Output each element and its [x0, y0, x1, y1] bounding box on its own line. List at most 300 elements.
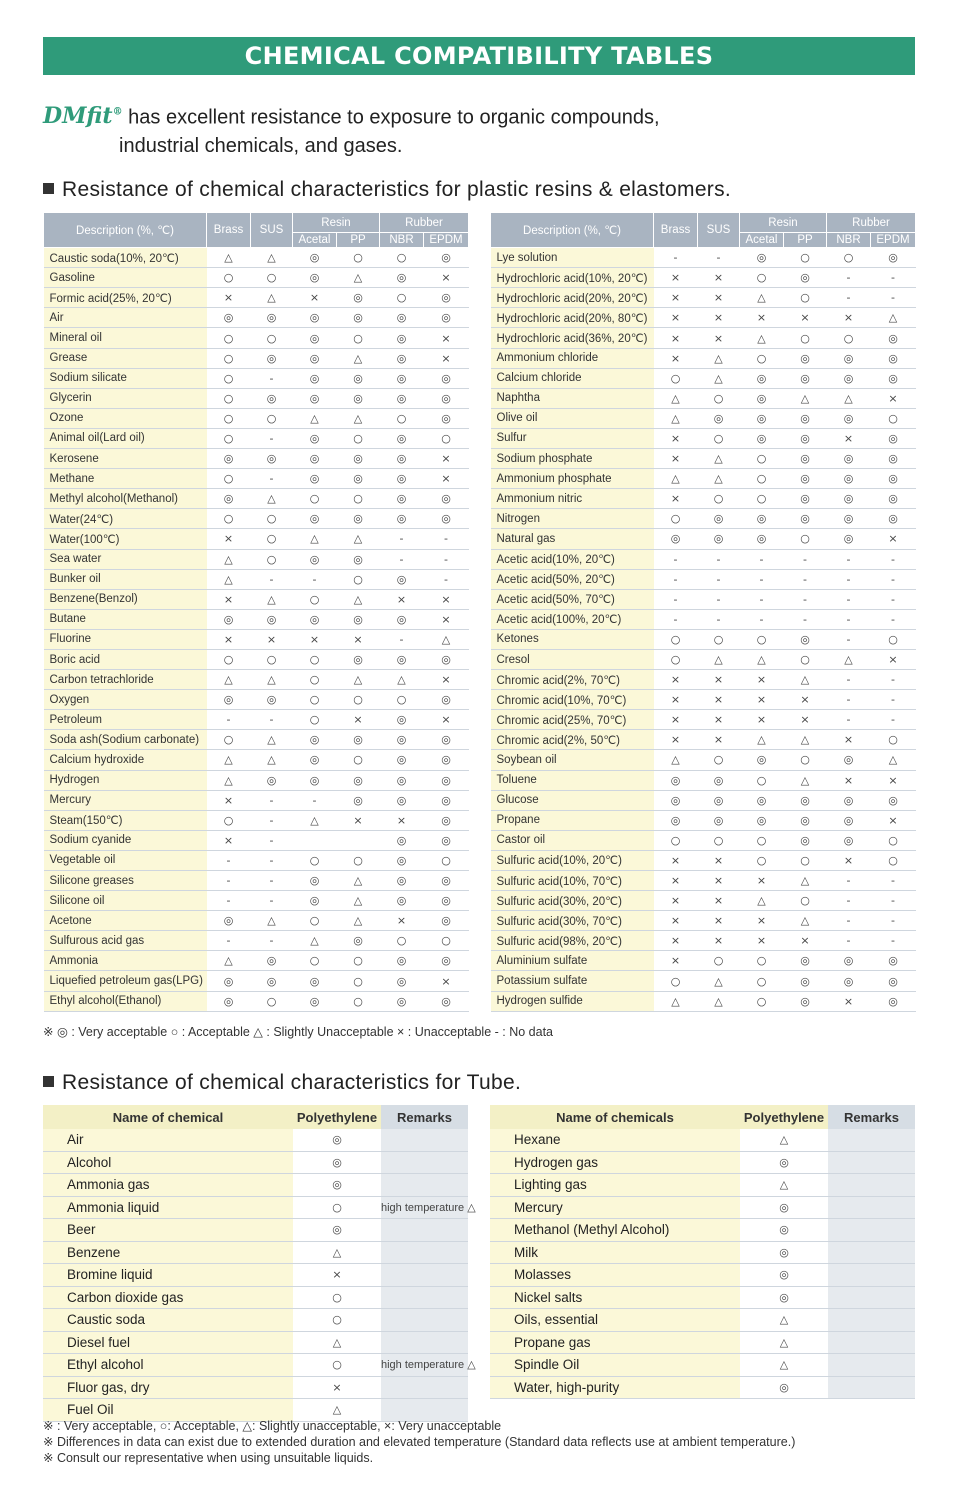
rating-cell: ○ — [654, 830, 698, 850]
col-nbr: NBR — [380, 233, 424, 248]
table-row — [44, 609, 469, 629]
table-row — [490, 1151, 915, 1174]
rating-cell: - — [827, 891, 871, 911]
rating-cell: ○ — [740, 770, 784, 790]
remarks-cell — [381, 1264, 468, 1287]
rating-cell: ◎ — [424, 911, 469, 931]
intro-line-2: industrial chemicals, and gases. — [119, 135, 403, 158]
rating-cell: ○ — [207, 428, 251, 448]
rating-cell: ○ — [251, 549, 293, 569]
rating-cell: ◎ — [293, 469, 337, 489]
table-row — [44, 750, 469, 770]
table-row — [44, 891, 469, 911]
rating-cell — [337, 830, 380, 850]
rating-cell: ◎ — [380, 891, 424, 911]
rating-cell: ◎ — [424, 770, 469, 790]
table-row — [491, 489, 916, 509]
col-brass: Brass — [654, 213, 698, 248]
rating-cell: ◎ — [740, 388, 784, 408]
rating-cell: × — [654, 348, 698, 368]
chemical-name: Oils, essential — [490, 1309, 740, 1332]
rating-cell: × — [740, 931, 784, 951]
rating-cell: ○ — [698, 830, 740, 850]
rating-cell: ○ — [380, 248, 424, 268]
rating-cell: ◎ — [251, 449, 293, 469]
rating-cell: × — [784, 690, 827, 710]
rating-cell: △ — [698, 368, 740, 388]
table-row — [491, 308, 916, 328]
rating-cell: ○ — [784, 248, 827, 268]
table-row — [44, 810, 469, 830]
chemical-name: Steam(150℃) — [44, 810, 207, 830]
rating-cell: - — [251, 569, 293, 589]
rating-cell: ○ — [293, 589, 337, 609]
rating-cell: × — [380, 810, 424, 830]
rating-cell: ◎ — [654, 790, 698, 810]
rating-cell: - — [207, 710, 251, 730]
rating-cell: △ — [337, 268, 380, 288]
rating-cell: △ — [337, 589, 380, 609]
rating-cell: - — [654, 589, 698, 609]
chemical-name: Gasoline — [44, 268, 207, 288]
rating-cell: ◎ — [784, 469, 827, 489]
rating-cell: △ — [337, 871, 380, 891]
chemical-name: Naphtha — [491, 388, 654, 408]
table-row — [43, 1286, 468, 1309]
rating-cell: ◎ — [424, 248, 469, 268]
table-row — [491, 850, 916, 870]
col-sus: SUS — [251, 213, 293, 248]
remarks-cell — [828, 1219, 915, 1242]
rating-cell: - — [424, 549, 469, 569]
chemical-name: Hydrochloric acid(20%, 80℃) — [491, 308, 654, 328]
rating-cell: ◎ — [251, 308, 293, 328]
rating-cell: △ — [251, 489, 293, 509]
rating-cell: △ — [251, 750, 293, 770]
rating-cell: ◎ — [380, 951, 424, 971]
rating-cell: - — [871, 931, 916, 951]
rating-cell: ◎ — [293, 609, 337, 629]
rating-cell: △ — [784, 770, 827, 790]
chemical-name: Boric acid — [44, 649, 207, 669]
rating-cell: - — [251, 850, 293, 870]
rating-cell: △ — [293, 810, 337, 830]
chemical-name: Castor oil — [491, 830, 654, 850]
rating-cell: ◎ — [380, 388, 424, 408]
chemical-name: Hydrogen — [44, 770, 207, 790]
rating-cell: - — [654, 569, 698, 589]
rating-cell: ○ — [740, 971, 784, 991]
rating-cell: △ — [207, 569, 251, 589]
rating-cell: ◎ — [698, 529, 740, 549]
rating-cell: - — [827, 288, 871, 308]
table-row — [43, 1196, 468, 1219]
chemical-name: Sulfuric acid(10%, 20℃) — [491, 850, 654, 870]
rating-cell: ○ — [251, 649, 293, 669]
col-remarks: Remarks — [381, 1105, 468, 1129]
rating-cell: ○ — [740, 489, 784, 509]
table-row — [490, 1354, 915, 1377]
rating-cell: - — [251, 428, 293, 448]
rating-cell: ◎ — [740, 790, 784, 810]
table-row — [490, 1376, 915, 1399]
chemical-name: Ammonium nitric — [491, 489, 654, 509]
rating-cell: ○ — [740, 469, 784, 489]
chemical-name: Hexane — [490, 1129, 740, 1151]
chemical-name: Nickel salts — [490, 1286, 740, 1309]
rating-cell: ○ — [871, 830, 916, 850]
table-row — [44, 388, 469, 408]
rating-cell: ◎ — [827, 408, 871, 428]
intro-line-1: has excellent resistance to exposure to organic compounds, — [128, 106, 660, 129]
chemical-name: Acetic acid(100%, 20℃) — [491, 609, 654, 629]
rating-cell: - — [871, 891, 916, 911]
rating-cell: ○ — [698, 428, 740, 448]
rating-cell: × — [871, 649, 916, 669]
rating-cell: ◎ — [424, 408, 469, 428]
rating-cell: ◎ — [293, 730, 337, 750]
rating-cell: ◎ — [698, 509, 740, 529]
chemical-name: Sulfuric acid(98%, 20℃) — [491, 931, 654, 951]
chemical-name: Sodium silicate — [44, 368, 207, 388]
rating-cell: - — [293, 569, 337, 589]
rating-cell: × — [827, 308, 871, 328]
rating-cell: ○ — [207, 388, 251, 408]
rating-cell: - — [251, 931, 293, 951]
rating-cell: ◎ — [784, 408, 827, 428]
rating-cell: ◎ — [740, 1286, 828, 1309]
chemical-name: Acetic acid(50%, 20℃) — [491, 569, 654, 589]
rating-cell: ○ — [337, 971, 380, 991]
rating-cell: - — [827, 690, 871, 710]
rating-cell: × — [654, 951, 698, 971]
rating-cell: - — [871, 569, 916, 589]
rating-cell: ○ — [698, 629, 740, 649]
rating-cell: × — [740, 308, 784, 328]
rating-cell: △ — [207, 750, 251, 770]
rating-cell: - — [380, 549, 424, 569]
remarks-cell — [381, 1376, 468, 1399]
rating-cell: - — [251, 469, 293, 489]
rating-cell: ○ — [293, 710, 337, 730]
table-row — [44, 569, 469, 589]
rating-cell: ◎ — [784, 449, 827, 469]
rating-cell: ◎ — [293, 770, 337, 790]
table-row — [491, 931, 916, 951]
rating-cell: × — [827, 770, 871, 790]
remarks-cell — [828, 1354, 915, 1377]
chemical-name: Ethyl alcohol(Ethanol) — [44, 991, 207, 1011]
rating-cell: ◎ — [380, 730, 424, 750]
remarks-cell — [828, 1376, 915, 1399]
rating-cell: ○ — [337, 248, 380, 268]
rating-cell: △ — [251, 248, 293, 268]
rating-cell: - — [293, 790, 337, 810]
chemical-name: Ammonia — [44, 951, 207, 971]
chemical-name: Sodium phosphate — [491, 449, 654, 469]
table-row — [491, 328, 916, 348]
rating-cell: ◎ — [293, 1151, 381, 1174]
rating-cell — [293, 830, 337, 850]
rating-cell: △ — [337, 529, 380, 549]
rating-cell: ◎ — [293, 991, 337, 1011]
footnote: ※ : Very acceptable, ○: Acceptable, △: Slightly unacceptable, ×: Very unacceptable — [43, 1419, 502, 1433]
col-nbr: NBR — [827, 233, 871, 248]
rating-cell: ○ — [654, 509, 698, 529]
table-row — [490, 1241, 915, 1264]
rating-cell: - — [251, 830, 293, 850]
square-bullet-icon — [43, 183, 54, 194]
rating-cell: - — [740, 569, 784, 589]
chemical-name: Ammonia liquid — [43, 1196, 293, 1219]
table-row — [44, 871, 469, 891]
chemical-name: Oxygen — [44, 690, 207, 710]
table-row — [491, 810, 916, 830]
rating-cell: ○ — [337, 690, 380, 710]
rating-cell: △ — [740, 288, 784, 308]
chemical-name: Mineral oil — [44, 328, 207, 348]
table-row — [44, 449, 469, 469]
rating-cell: ○ — [251, 509, 293, 529]
rating-cell: △ — [293, 931, 337, 951]
rating-cell: ◎ — [654, 810, 698, 830]
table-row — [491, 248, 916, 268]
remarks-cell — [828, 1241, 915, 1264]
rating-cell: ○ — [698, 951, 740, 971]
rating-cell: ◎ — [380, 609, 424, 629]
tube-table-right — [490, 1105, 915, 1399]
footnote: ※ Consult our representative when using unsuitable liquids. — [43, 1451, 374, 1465]
rating-cell: × — [293, 1376, 381, 1399]
table-row — [44, 991, 469, 1011]
chemical-name: Air — [43, 1129, 293, 1151]
rating-cell: × — [698, 730, 740, 750]
table-row — [44, 469, 469, 489]
rating-cell: ◎ — [337, 931, 380, 951]
col-polyethylene: Polyethylene — [740, 1105, 828, 1129]
rating-cell: ◎ — [784, 971, 827, 991]
table-row — [490, 1264, 915, 1287]
rating-cell: ◎ — [424, 308, 469, 328]
rating-cell: △ — [251, 288, 293, 308]
rating-cell: ◎ — [784, 428, 827, 448]
chemical-name: Acetone — [44, 911, 207, 931]
rating-cell: ◎ — [251, 770, 293, 790]
rating-cell: ◎ — [293, 368, 337, 388]
chemical-name: Acetic acid(50%, 70℃) — [491, 589, 654, 609]
rating-cell: × — [337, 629, 380, 649]
rating-cell: × — [654, 871, 698, 891]
rating-cell: ◎ — [827, 529, 871, 549]
rating-cell: ◎ — [740, 1264, 828, 1287]
rating-cell: ◎ — [827, 971, 871, 991]
table-row — [44, 549, 469, 569]
rating-cell: ◎ — [337, 549, 380, 569]
chemical-name: Ammonium chloride — [491, 348, 654, 368]
rating-cell: × — [424, 469, 469, 489]
rating-cell: ◎ — [337, 790, 380, 810]
footnotes — [43, 1418, 795, 1466]
rating-cell: △ — [424, 629, 469, 649]
table-row — [44, 408, 469, 428]
rating-cell: ◎ — [424, 790, 469, 810]
rating-cell: ◎ — [827, 348, 871, 368]
rating-cell: - — [871, 609, 916, 629]
rating-cell: ◎ — [207, 911, 251, 931]
rating-cell: × — [424, 449, 469, 469]
rating-cell: ○ — [871, 850, 916, 870]
table-row — [491, 449, 916, 469]
table-row — [44, 629, 469, 649]
rating-cell: ◎ — [740, 408, 784, 428]
rating-cell: × — [784, 931, 827, 951]
rating-cell: - — [207, 891, 251, 911]
rating-cell: △ — [293, 408, 337, 428]
table-row — [491, 730, 916, 750]
remarks-cell: high temperature △ — [381, 1354, 468, 1377]
chemical-name: Sodium cyanide — [44, 830, 207, 850]
chemical-name: Sulfuric acid(10%, 70℃) — [491, 871, 654, 891]
table-row — [44, 268, 469, 288]
rating-cell: × — [337, 710, 380, 730]
rating-cell: ◎ — [871, 790, 916, 810]
col-rubber: Rubber — [827, 213, 916, 233]
rating-cell: ○ — [293, 850, 337, 870]
rating-cell: ◎ — [827, 449, 871, 469]
remarks-cell — [381, 1286, 468, 1309]
rating-cell: ◎ — [740, 810, 784, 830]
chemical-name: Methanol (Methyl Alcohol) — [490, 1219, 740, 1242]
rating-cell: ◎ — [424, 951, 469, 971]
remarks-cell — [828, 1309, 915, 1332]
table-row — [43, 1376, 468, 1399]
chemical-name: Ozone — [44, 408, 207, 428]
chemical-name: Sulfuric acid(30%, 20℃) — [491, 891, 654, 911]
rating-cell: × — [698, 328, 740, 348]
rating-cell: ◎ — [827, 750, 871, 770]
rating-cell: × — [654, 931, 698, 951]
chemical-name: Calcium chloride — [491, 368, 654, 388]
col-sus: SUS — [698, 213, 740, 248]
rating-cell: ◎ — [424, 730, 469, 750]
table-row — [43, 1219, 468, 1242]
rating-cell: × — [740, 871, 784, 891]
rating-cell: - — [871, 268, 916, 288]
rating-cell: ◎ — [827, 469, 871, 489]
chemical-name: Sulfur — [491, 428, 654, 448]
rating-cell: ◎ — [871, 991, 916, 1011]
rating-cell: ○ — [784, 328, 827, 348]
rating-cell: - — [871, 911, 916, 931]
rating-cell: ◎ — [424, 750, 469, 770]
remarks-cell — [828, 1286, 915, 1309]
remarks-cell — [828, 1331, 915, 1354]
rating-cell: ○ — [207, 810, 251, 830]
rating-cell: - — [871, 288, 916, 308]
rating-cell: - — [827, 268, 871, 288]
rating-cell: - — [871, 871, 916, 891]
chemical-name: Benzene — [43, 1241, 293, 1264]
rating-cell: - — [251, 891, 293, 911]
chemical-name: Toluene — [491, 770, 654, 790]
rating-cell: △ — [827, 649, 871, 669]
resin-table-right — [490, 212, 916, 1012]
remarks-cell — [381, 1129, 468, 1151]
rating-cell: ○ — [698, 489, 740, 509]
table-row — [44, 348, 469, 368]
table-row — [44, 931, 469, 951]
rating-cell: ○ — [251, 328, 293, 348]
table-row — [44, 308, 469, 328]
table-row — [44, 649, 469, 669]
rating-cell: △ — [654, 991, 698, 1011]
rating-cell: ○ — [337, 569, 380, 589]
section-title-tube: Resistance of chemical characteristics for Tube. — [43, 1071, 521, 1095]
rating-cell: △ — [654, 408, 698, 428]
rating-cell: ◎ — [207, 308, 251, 328]
rating-cell: ◎ — [251, 690, 293, 710]
rating-cell: ◎ — [698, 790, 740, 810]
table-row — [44, 489, 469, 509]
rating-cell: - — [827, 549, 871, 569]
rating-cell: ◎ — [293, 891, 337, 911]
rating-cell: ◎ — [207, 971, 251, 991]
col-resin: Resin — [293, 213, 380, 233]
rating-cell: ○ — [380, 408, 424, 428]
rating-cell: ○ — [740, 991, 784, 1011]
rating-cell: ○ — [871, 629, 916, 649]
chemical-name: Fuel Oil — [43, 1399, 293, 1422]
remarks-cell — [381, 1151, 468, 1174]
table-row — [491, 268, 916, 288]
rating-cell: × — [698, 850, 740, 870]
remarks-cell — [381, 1331, 468, 1354]
rating-cell: ○ — [654, 649, 698, 669]
rating-cell: × — [871, 770, 916, 790]
rating-cell: ○ — [380, 931, 424, 951]
rating-cell: ◎ — [740, 750, 784, 770]
chemical-name: Formic acid(25%, 20℃) — [44, 288, 207, 308]
rating-cell: ○ — [827, 248, 871, 268]
table-row — [491, 770, 916, 790]
chemical-name: Lighting gas — [490, 1174, 740, 1197]
chemical-name: Methane — [44, 469, 207, 489]
rating-cell: ◎ — [784, 790, 827, 810]
rating-cell: △ — [293, 1331, 381, 1354]
rating-cell: - — [871, 670, 916, 690]
rating-cell: × — [654, 850, 698, 870]
footnote: ※ Differences in data can exist due to extended duration and elevated temperature (Standard data reflects use at ambient temperature.) — [43, 1435, 796, 1449]
rating-cell: × — [654, 449, 698, 469]
rating-cell: ◎ — [424, 871, 469, 891]
rating-cell: × — [380, 589, 424, 609]
rating-cell: × — [654, 670, 698, 690]
chemical-name: Caustic soda — [43, 1309, 293, 1332]
chemical-name: Chromic acid(25%, 70℃) — [491, 710, 654, 730]
col-acetal: Acetal — [740, 233, 784, 248]
table-row — [491, 750, 916, 770]
rating-cell: ◎ — [871, 428, 916, 448]
rating-cell: - — [871, 690, 916, 710]
rating-cell: ◎ — [740, 1151, 828, 1174]
rating-cell: ◎ — [251, 971, 293, 991]
remarks-cell — [828, 1151, 915, 1174]
rating-cell: - — [251, 368, 293, 388]
rating-cell: △ — [698, 449, 740, 469]
rating-cell: ◎ — [740, 529, 784, 549]
table-row — [44, 830, 469, 850]
rating-cell: ◎ — [207, 991, 251, 1011]
